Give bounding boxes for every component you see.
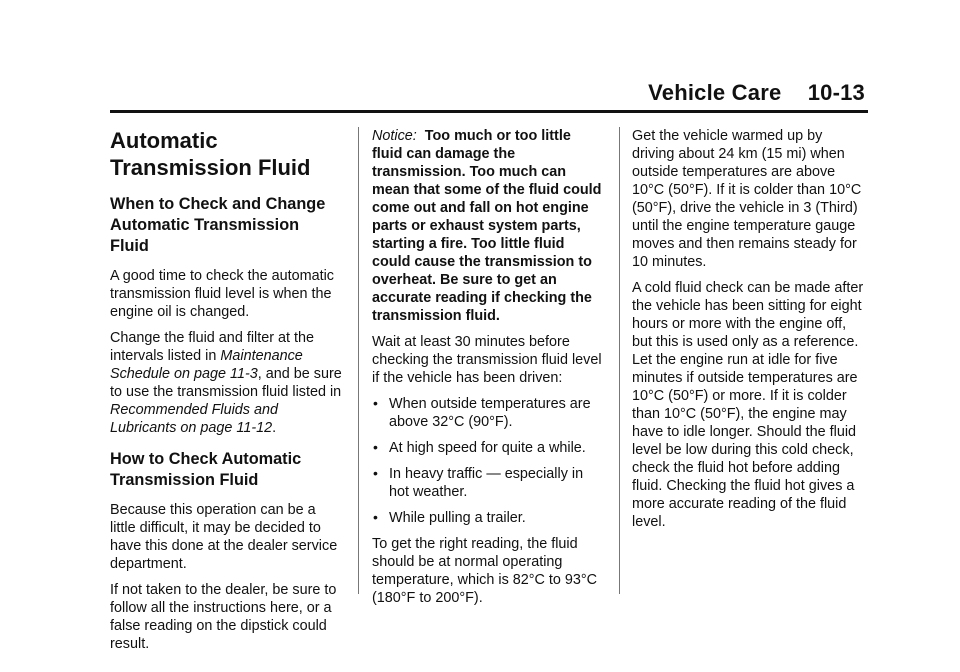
list-item-text: In heavy traffic — especially in hot weather. — [389, 466, 584, 500]
column-divider-2 — [619, 127, 620, 594]
notice-label: Notice: — [372, 128, 417, 144]
section-title: Vehicle Care — [648, 80, 782, 105]
list-item-text: While pulling a trailer. — [389, 510, 526, 526]
list-item — [372, 465, 604, 501]
bullet-icon: • — [373, 395, 378, 411]
paragraph-wait: Wait at least 30 minutes before checking the transmission fluid level if the vehicle has been driven: — [372, 334, 602, 386]
paragraph-how-2: If not taken to the dealer, be sure to follow all the instructions here, or a false reading on the dipstick could result. — [110, 582, 337, 652]
list-item — [372, 395, 604, 431]
paragraph-how-1: Because this operation can be a little difficult, it may be decided to have this done at the dealer service department. — [110, 502, 338, 572]
link-maintenance-schedule[interactable]: Maintenance Schedule on page 11‑3 — [110, 348, 303, 382]
column-3 — [632, 127, 864, 539]
column-2 — [372, 127, 604, 615]
main-heading: Automatic Transmission Fluid — [110, 128, 311, 180]
paragraph-temperature: To get the right reading, the fluid should be at normal operating temperature, which is 82°C to 93°C (180°F to 200°F). — [372, 536, 598, 606]
change-text-c: . — [272, 420, 277, 436]
bullet-icon: • — [373, 439, 378, 455]
page-number: 10-13 — [807, 80, 865, 105]
column-1 — [110, 127, 342, 661]
paragraph-change-fluid — [110, 329, 342, 437]
subheading-how-to-check: How to Check Automatic Transmission Fluid — [110, 450, 302, 489]
list-item — [372, 439, 604, 457]
paragraph-when-to-check: A good time to check the automatic transmission fluid level is when the engine oil is changed. — [110, 268, 334, 320]
header-rule — [110, 110, 868, 113]
change-text-b: , and be sure to use the transmission fluid listed in — [110, 366, 342, 400]
paragraph-cold-check: A cold fluid check can be made after the vehicle has been sitting for eight hours or more with the engine off, but this is used only as a reference. Let the engine run at idle for five minutes if outside temperatures are 10°C (50°F) or more. If it is colder than 10°C (50°F), the engine may have to idle longer. Should the fluid level be low during this cold check, check the fluid hot before adding fluid. Checking the fluid hot gives a more accurate reading of the fluid level. — [632, 280, 864, 530]
page-header — [648, 80, 865, 106]
link-recommended-fluids[interactable]: Recommended Fluids and Lubricants on page 11‑12 — [110, 402, 278, 436]
change-text-a: Change the fluid and filter at the intervals listed in — [110, 330, 315, 364]
column-divider-1 — [358, 127, 359, 594]
list-item-text: When outside temperatures are above 32°C (90°F). — [389, 396, 591, 430]
bullet-icon: • — [373, 465, 378, 481]
conditions-list — [372, 395, 604, 527]
list-item — [372, 509, 604, 527]
notice-block — [372, 127, 604, 325]
paragraph-warm-up: Get the vehicle warmed up by driving about 24 km (15 mi) when outside temperatures are above 10°C (50°F). If it is colder than 10°C (50°F), drive the vehicle in 3 (Third) until the engine temperature gauge moves and then remains steady for 10 minutes. — [632, 128, 862, 270]
subheading-when-to-check: When to Check and Change Automatic Transmission Fluid — [110, 195, 326, 255]
bullet-icon: • — [373, 509, 378, 525]
list-item-text: At high speed for quite a while. — [389, 440, 586, 456]
notice-text: Too much or too little fluid can damage the transmission. Too much can mean that some of the fluid could come out and fall on hot engine parts or exhaust system parts, starting a fire. Too little fluid could cause the transmission to overheat. Be sure to get an accurate reading if checking the transmission fluid. — [372, 128, 602, 324]
